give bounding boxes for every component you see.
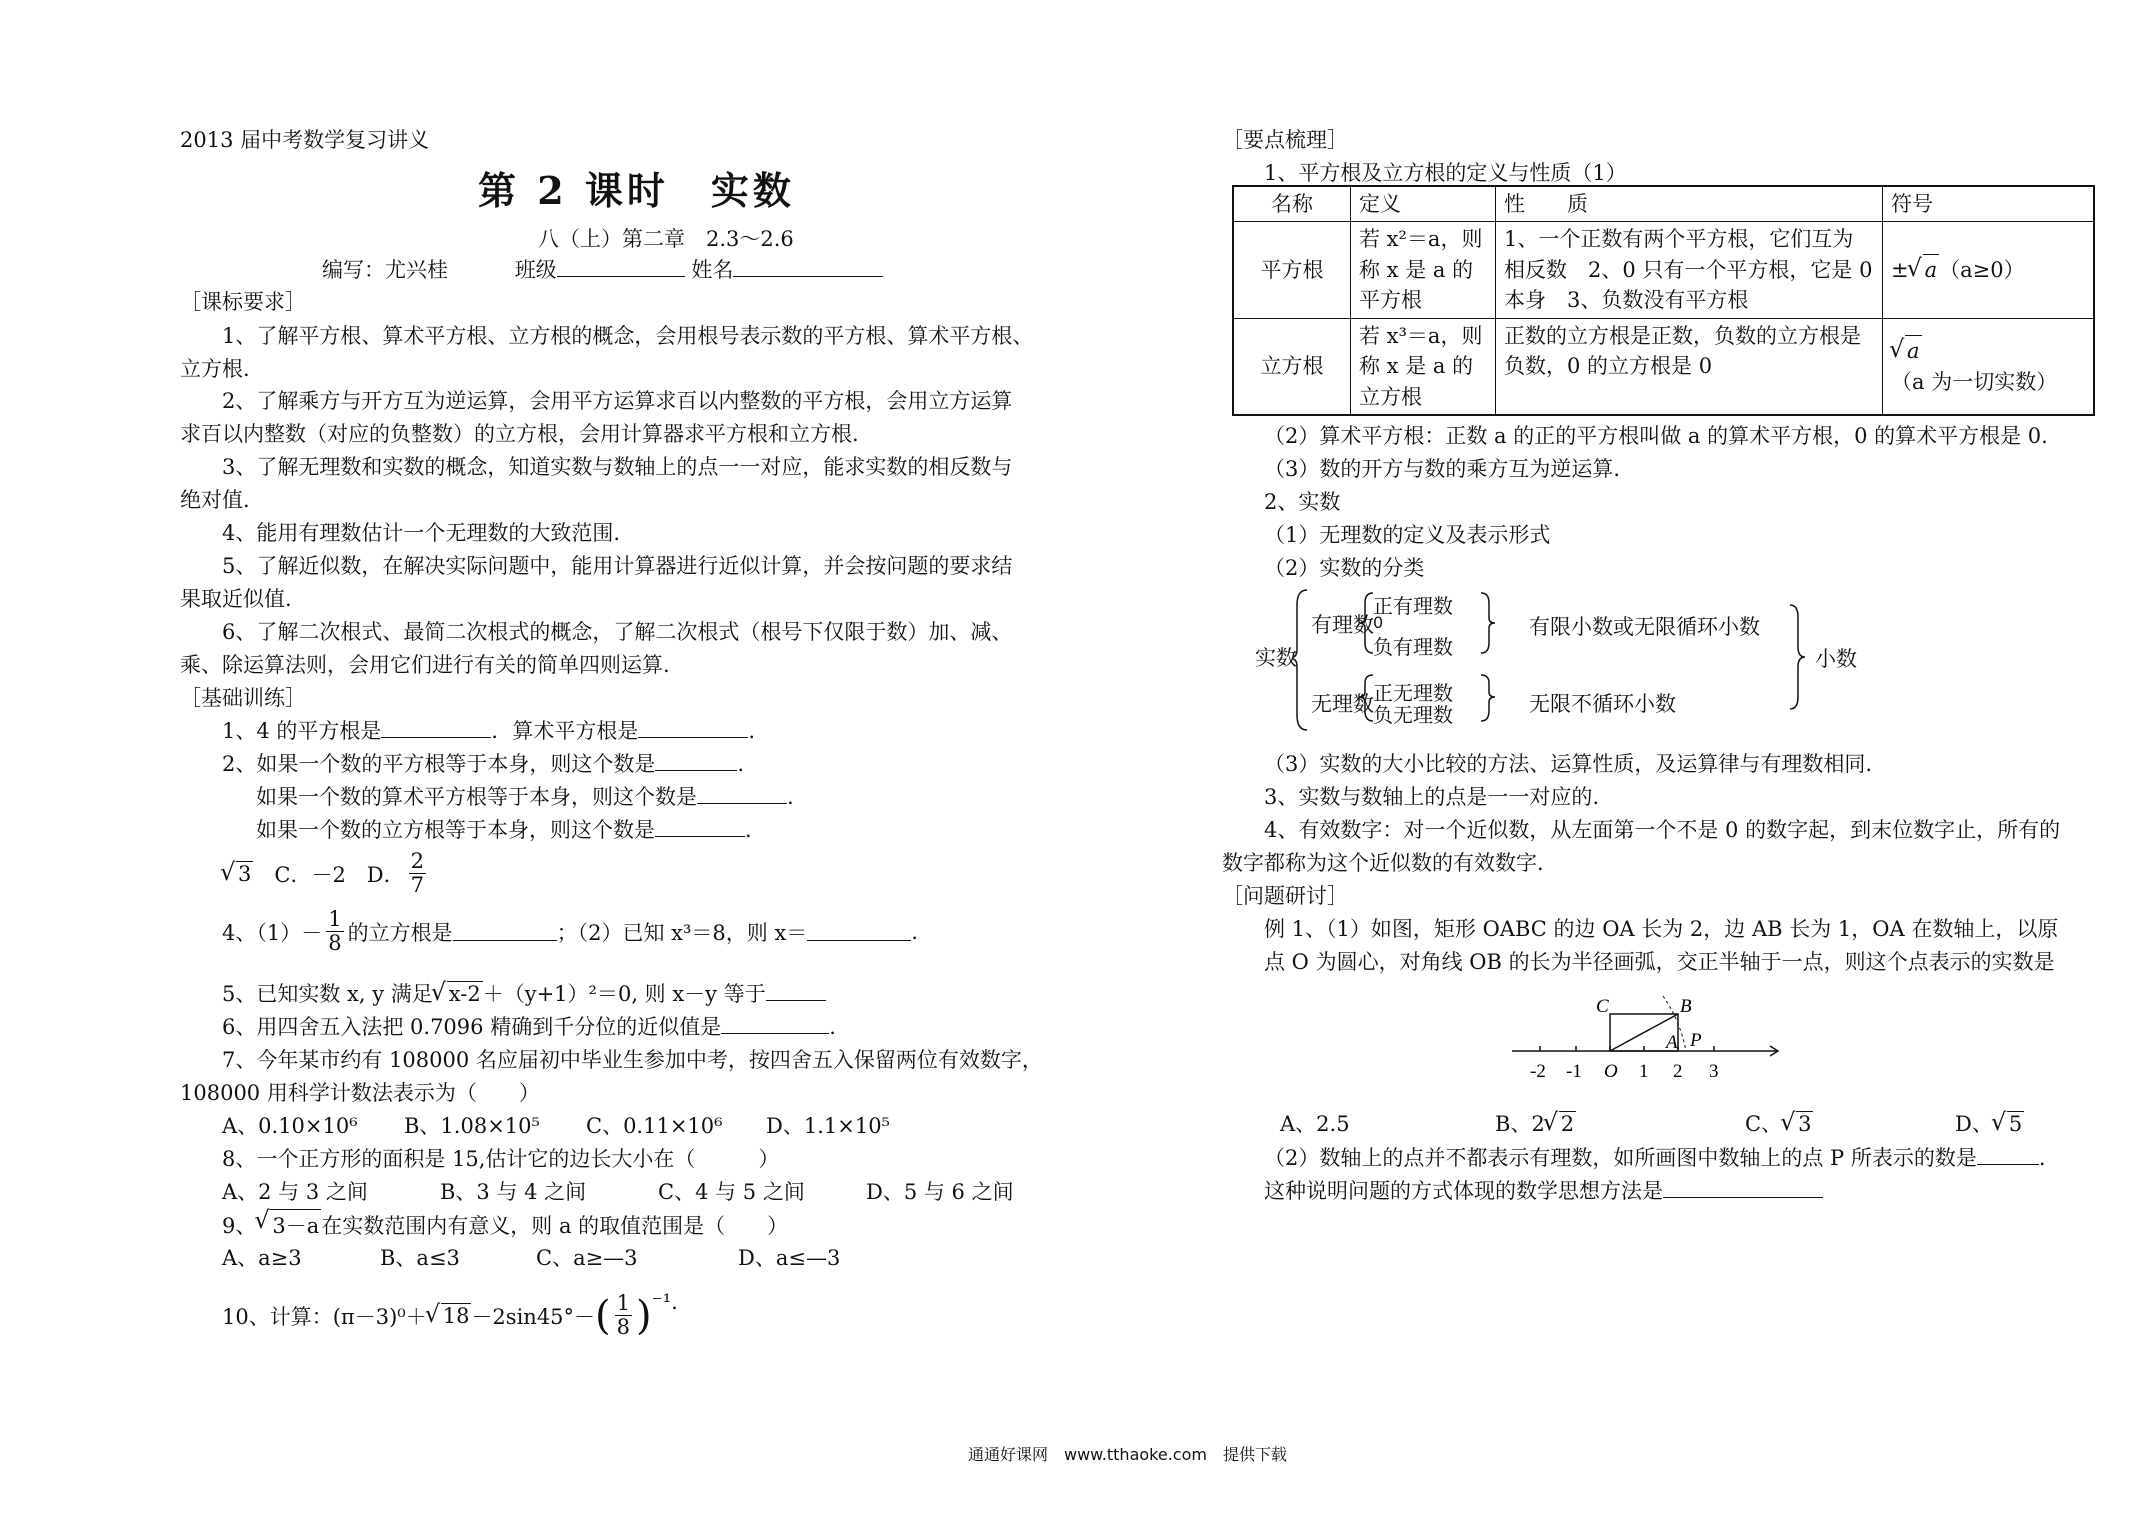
classification-tree: 实数 有理数 无理数 正有理数 0 负有理数 正无理数 负无理数 有限小数或无限循环小数 无限不循环小数 小数 xyxy=(1255,585,1875,735)
answer-blank[interactable] xyxy=(638,719,748,738)
fraction: $\frac{2}{7}$ xyxy=(410,849,425,898)
table-row: 立方根 若 x³＝a，则称 x 是 a 的立方根 正数的立方根是正数，负数的立方根是负数，0 的立方根是 0 √ a（a 为一切实数） xyxy=(1233,318,2094,415)
q9-option[interactable]: C、a≥—3 xyxy=(536,1246,638,1270)
section-key-points: ［要点梳理］ xyxy=(1222,128,1348,152)
q7-option[interactable]: B、1.08×10⁵ xyxy=(404,1114,540,1138)
question-5: 5、已知实数 x, y 满足√ x-2＋（y+1）²＝0, 则 x－y 等于 xyxy=(222,978,826,1008)
standard-line: 绝对值. xyxy=(180,488,250,512)
sqrt-3: √ 3 xyxy=(236,861,253,886)
answer-blank[interactable] xyxy=(1663,1179,1823,1198)
name-blank[interactable] xyxy=(733,258,883,277)
q7-option[interactable]: A、0.10×10⁶ xyxy=(222,1114,358,1138)
example-2b: 这种说明问题的方式体现的数学思想方法是 xyxy=(1264,1175,1823,1205)
q7-option[interactable]: D、1.1×10⁵ xyxy=(766,1114,890,1138)
q7-option[interactable]: C、0.11×10⁶ xyxy=(586,1114,723,1138)
tick-label: -2 xyxy=(1530,1061,1546,1082)
answer-blank[interactable] xyxy=(453,922,557,941)
tick-label: 3 xyxy=(1709,1061,1719,1082)
tick-label: 1 xyxy=(1639,1061,1649,1082)
q9-option[interactable]: A、a≥3 xyxy=(222,1246,302,1270)
question-9: 9、√ 3－a在实数范围内有意义，则 a 的取值范围是（ ） xyxy=(222,1209,788,1240)
answer-blank[interactable] xyxy=(655,818,745,837)
standard-line: 乘、除运算法则，会用它们进行有关的简单四则运算. xyxy=(180,653,670,677)
tick-label: -1 xyxy=(1566,1061,1582,1082)
question-10: 10、计算： (π－3)⁰＋ √ 18 －2sin45°－ ( $\frac{1}{8}$ ) ⁻¹. xyxy=(222,1292,678,1339)
standard-line: 求百以内整数（对应的负整数）的立方根，会用计算器求平方根和立方根. xyxy=(180,422,859,446)
standard-line: 6、了解二次根式、最简二次根式的概念，了解二次根式（根号下仅限于数）加、减、 xyxy=(222,620,1013,644)
standard-line: 1、了解平方根、算术平方根、立方根的概念，会用根号表示数的平方根、算术平方根、 xyxy=(222,324,1034,348)
label-A: A xyxy=(1666,1032,1678,1053)
answer-blank[interactable] xyxy=(721,1015,829,1034)
label-C: C xyxy=(1596,996,1609,1017)
question-2: 2、如果一个数的平方根等于本身，则这个数是 . xyxy=(222,752,745,776)
table-row: 平方根 若 x²＝a，则称 x 是 a 的平方根 1、一个正数有两个平方根，它们互为相反数 2、0 只有一个平方根，它是 0 本身 3、负数没有平方根 ±√ a（a≥0） xyxy=(1233,222,2094,318)
standard-line: 立方根. xyxy=(180,357,250,381)
key-title-3: 3、实数与数轴上的点是一一对应的. xyxy=(1264,785,1600,809)
question-8: 8、一个正方形的面积是 15,估计它的边长大小在（ ） xyxy=(222,1147,780,1171)
question-4: 4、（1）－ $\frac{1}{8}$ 的立方根是 ；（2）已知 x³＝8，则 x＝ . xyxy=(222,907,918,956)
footer: 通通好课网 www.tthaoke.com 提供下载 xyxy=(968,1445,1287,1464)
ex1-option[interactable]: D、√ 5 xyxy=(1955,1108,2024,1138)
answer-blank[interactable] xyxy=(697,785,787,804)
answer-blank[interactable] xyxy=(807,922,911,941)
q9-option[interactable]: D、a≤—3 xyxy=(738,1246,841,1270)
label-B: B xyxy=(1680,996,1692,1017)
standard-line: 4、能用有理数估计一个无理数的大致范围. xyxy=(222,521,621,545)
answer-blank[interactable] xyxy=(1977,1146,2039,1165)
class-blank[interactable] xyxy=(557,258,685,277)
ex1-option[interactable]: A、2.5 xyxy=(1280,1112,1350,1136)
example-1b: 点 O 为圆心，对角线 OB 的长为半径画弧，交正半轴于一点，则这个点表示的实数是 xyxy=(1264,950,2055,974)
section-basic: ［基础训练］ xyxy=(180,686,306,710)
standard-line: 3、了解无理数和实数的概念，知道实数与数轴上的点一一对应，能求实数的相反数与 xyxy=(222,455,1013,479)
example-2: （2）数轴上的点并不都表示有理数，如所画图中数轴上的点 P 所表示的数是 . xyxy=(1264,1146,2046,1170)
author-label: 编写：尤兴桂 xyxy=(322,258,448,282)
key-p2: （2）算术平方根：正数 a 的正的平方根叫做 a 的算术平方根，0 的算术平方根是 0. xyxy=(1264,424,2048,448)
key-p21: （1）无理数的定义及表示形式 xyxy=(1264,523,1551,547)
answer-blank[interactable] xyxy=(381,719,491,738)
q8-option[interactable]: A、2 与 3 之间 xyxy=(222,1180,368,1204)
key-p22: （2）实数的分类 xyxy=(1264,556,1425,580)
q8-option[interactable]: D、5 与 6 之间 xyxy=(866,1180,1014,1204)
ex1-option[interactable]: C、√ 3 xyxy=(1745,1108,1813,1138)
question-6: 6、用四舍五入法把 0.7096 精确到千分位的近似值是 . xyxy=(222,1015,836,1039)
key-title-2: 2、实数 xyxy=(1264,490,1341,514)
key-p23: （3）实数的大小比较的方法、运算性质，及运算律与有理数相同. xyxy=(1264,752,1873,776)
answer-blank[interactable] xyxy=(655,752,737,771)
fraction: $\frac{1}{8}$ xyxy=(616,1291,631,1340)
definition-table xyxy=(1232,185,2095,416)
ex1-option[interactable]: B、2√ 2 xyxy=(1495,1108,1576,1138)
example-1: 例 1、（1）如图，矩形 OABC 的边 OA 长为 2，边 AB 长为 1，OA 在数轴上，以原 xyxy=(1264,917,2059,941)
answer-blank[interactable] xyxy=(766,982,826,1001)
question-3: √ 3 C．－2 D． $\frac{2}{7}$ xyxy=(222,850,430,897)
subtitle: 八（上）第二章 2.3～2.6 xyxy=(538,227,794,251)
table-header-row: 名称 定义 性 质 符号 xyxy=(1233,186,2094,222)
page-title: 第 2 课时 实数 xyxy=(478,168,795,213)
key-title-4: 4、有效数字：对一个近似数，从左面第一个不是 0 的数字起，到末位数字止，所有的 xyxy=(1264,818,2061,842)
question-2c: 如果一个数的立方根等于本身，则这个数是 . xyxy=(256,818,752,842)
question-1: 1、4 的平方根是 ．算术平方根是 . xyxy=(222,719,756,743)
section-standards: ［课标要求］ xyxy=(180,290,306,314)
tick-label: 2 xyxy=(1673,1061,1683,1082)
fraction: $\frac{1}{8}$ xyxy=(328,907,342,956)
number-line-figure xyxy=(1510,990,1780,1090)
author-line xyxy=(322,254,883,284)
standard-line: 2、了解乘方与开方互为逆运算，会用平方运算求百以内整数的平方根，会用立方运算 xyxy=(222,389,1013,413)
tick-label: O xyxy=(1604,1061,1618,1082)
standard-line: 5、了解近似数，在解决实际问题中，能用计算器进行近似计算，并会按问题的要求结 xyxy=(222,554,1013,578)
key-p3: （3）数的开方与数的乘方互为逆运算. xyxy=(1264,457,1621,481)
q8-option[interactable]: B、3 与 4 之间 xyxy=(440,1180,587,1204)
series-title: 2013 届中考数学复习讲义 xyxy=(180,128,430,152)
q8-option[interactable]: C、4 与 5 之间 xyxy=(658,1180,805,1204)
key-title-1: 1、平方根及立方根的定义与性质（1） xyxy=(1264,161,1627,185)
name-label: 姓名 xyxy=(691,258,734,282)
question-2b: 如果一个数的算术平方根等于本身，则这个数是 . xyxy=(256,785,794,809)
label-P: P xyxy=(1690,1030,1702,1051)
question-7: 7、今年某市约有 108000 名应届初中毕业生参加中考，按四舍五入保留两位有效数字， xyxy=(222,1048,1043,1072)
question-7b: 108000 用科学计数法表示为（ ） xyxy=(180,1081,540,1105)
class-label: 班级 xyxy=(514,258,557,282)
key-title-4b: 数字都称为这个近似数的有效数字. xyxy=(1222,851,1544,875)
standard-line: 果取近似值. xyxy=(180,587,292,611)
q9-option[interactable]: B、a≤3 xyxy=(380,1246,460,1270)
section-research: ［问题研讨］ xyxy=(1222,884,1348,908)
